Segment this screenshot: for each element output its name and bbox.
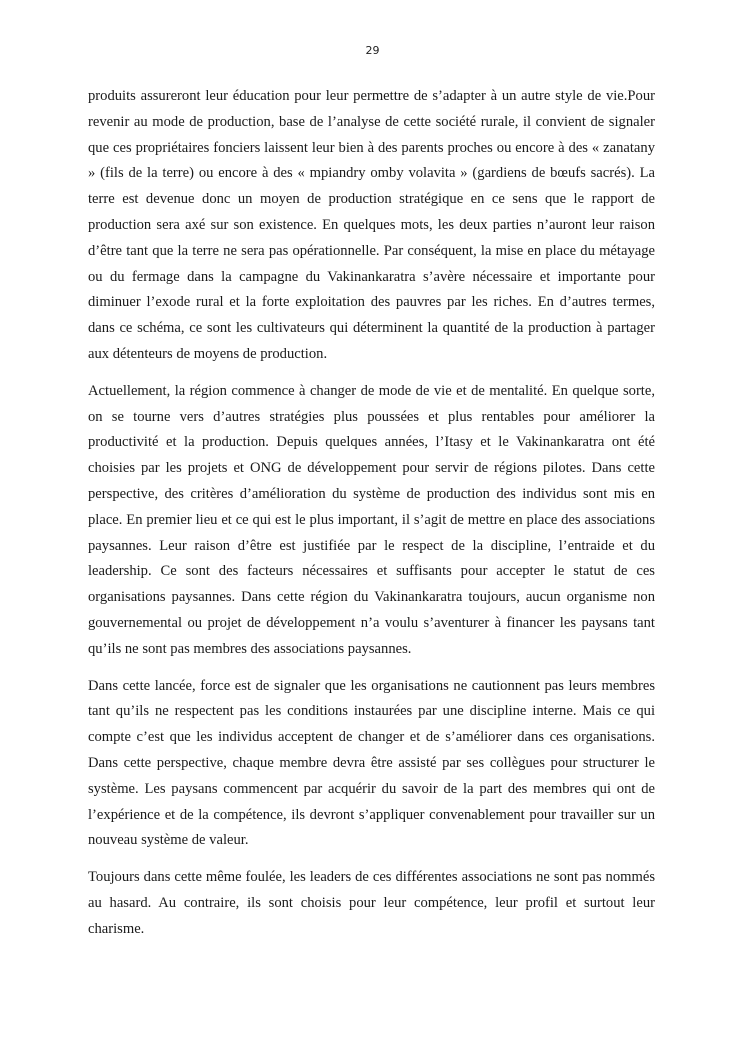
paragraph-3: Dans cette lancée, force est de signaler que les organisations ne cautionnent pas leurs membres tant qu’ils ne respectent pas les conditions instaurées par une discipline interne. Mais ce qui compte c’est que les individus acceptent de changer et de s’améliorer dans ces organisations. Dans cette perspective, chaque membre devra être assisté par ses collègues pour structurer le système. Les paysans commencent par acquérir du savoir de la part des membres qui ont de l’expérience et de la compétence, ils devront s’appliquer convenablement pour travailler sur un nouveau système de valeur.	[88, 677, 655, 849]
page-number: 29	[365, 44, 380, 57]
paragraph-1: produits assureront leur éducation pour leur permettre de s’adapter à un autre style de vie.Pour revenir au mode de production, base de l’analyse de cette société rurale, il convient de signaler que ces propriétaires fonciers laissent leur bien à des parents proches ou encore à des « zanatany » (fils de la terre) ou encore à des « mpiandry omby volavita » (gardiens de bœufs sacrés). La terre est devenue donc un moyen de production stratégique en ce sens que le rapport de production sera axé sur son existence. En quelques mots, les deux parties n’auront leur raison d’être tant que la terre ne sera pas opérationnelle. Par conséquent, la mise en place du métayage ou du fermage dans la campagne du Vakinankaratra s’avère nécessaire et importante pour diminuer l’exode rural et la forte exploitation des pauvres par les riches. En d’autres termes, dans ce schéma, ce sont les cultivateurs qui déterminent la quantité de la production à partager aux détenteurs de moyens de production.	[88, 88, 655, 362]
paragraph-4: Toujours dans cette même foulée, les leaders de ces différentes associations ne sont pas nommés au hasard. Au contraire, ils sont choisis pour leur compétence, leur profil et surtout leur charisme.	[88, 869, 655, 937]
paragraph-2: Actuellement, la région commence à changer de mode de vie et de mentalité. En quelque sorte, on se tourne vers d’autres stratégies plus poussées et plus rentables pour améliorer la productivité et la production. Depuis quelques années, l’Itasy et le Vakinankaratra ont été choisies par les projets et ONG de développement pour servir de régions pilotes. Dans cette perspective, des critères d’amélioration du système de production des individus sont mis en place. En premier lieu et ce qui est le plus important, il s’agit de mettre en place des associations paysannes. Leur raison d’être est justifiée par le respect de la discipline, l’entraide et du leadership. Ce sont des facteurs nécessaires et suffisants pour accepter le statut de ces organisations paysannes. Dans cette région du Vakinankaratra toujours, aucun organisme non gouvernemental ou projet de développement n’a voulu s’aventurer à financer les paysans tant qu’ils ne sont pas membres des associations paysannes.	[88, 382, 655, 657]
body-text	[88, 84, 655, 954]
